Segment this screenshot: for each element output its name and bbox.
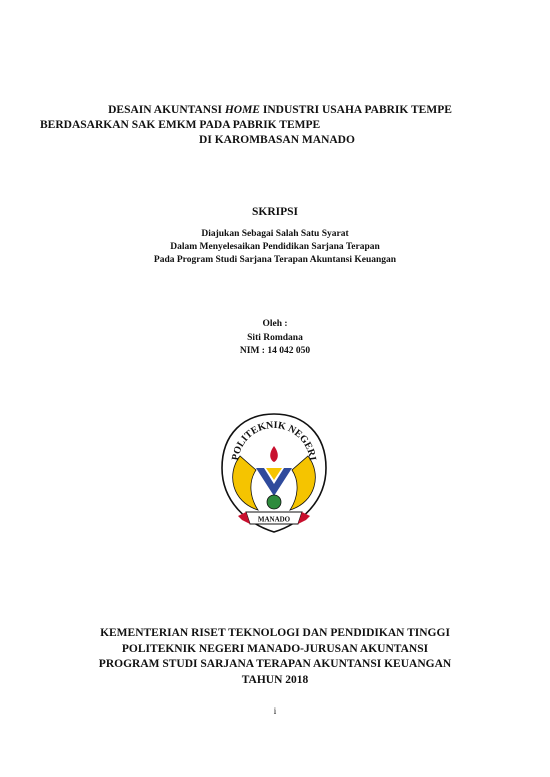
author-nim: NIM : 14 042 050 — [239, 346, 311, 356]
institution-footer — [0, 626, 550, 688]
title-italic-word: HOME — [224, 104, 260, 116]
page-number: i — [273, 706, 277, 716]
description-line: Dalam Menyelesaikan Pendidikan Sarjana Terapan — [170, 242, 380, 252]
footer-line: POLITEKNIK NEGERI MANADO-JURUSAN AKUNTANSI — [121, 642, 429, 655]
author-block — [0, 318, 550, 359]
title-line-2: BERDASARKAN SAK EMKM PADA PABRIK TEMPE — [40, 119, 321, 131]
institution-logo — [218, 412, 330, 534]
footer-line: PROGRAM STUDI SARJANA TERAPAN AKUNTANSI KEUANGAN — [98, 658, 452, 670]
title-line-3: DI KAROMBASAN MANADO — [199, 134, 355, 146]
logo-ring-text: POLITEKNIK NEGERI — [230, 419, 318, 462]
document-type: SKRIPSI — [251, 206, 299, 218]
submission-description — [0, 228, 550, 267]
description-line: Diajukan Sebagai Salah Satu Syarat — [201, 229, 349, 239]
author-by-label: Oleh : — [262, 319, 288, 329]
logo-city-text: MANADO — [257, 515, 291, 524]
description-line: Pada Program Studi Sarjana Terapan Akuntansi Keuangan — [153, 255, 397, 265]
polytechnic-emblem — [218, 412, 330, 534]
author-name: Siti Romdana — [247, 332, 303, 343]
footer-line: TAHUN 2018 — [241, 673, 309, 686]
title-line-1: DESAIN AKUNTANSI HOME INDUSTRI USAHA PABRIK TEMPE — [108, 104, 452, 116]
footer-line: KEMENTERIAN RISET TEKNOLOGI DAN PENDIDIKAN TINGGI — [100, 627, 450, 639]
thesis-title — [0, 103, 550, 148]
gear-icon — [267, 495, 281, 509]
